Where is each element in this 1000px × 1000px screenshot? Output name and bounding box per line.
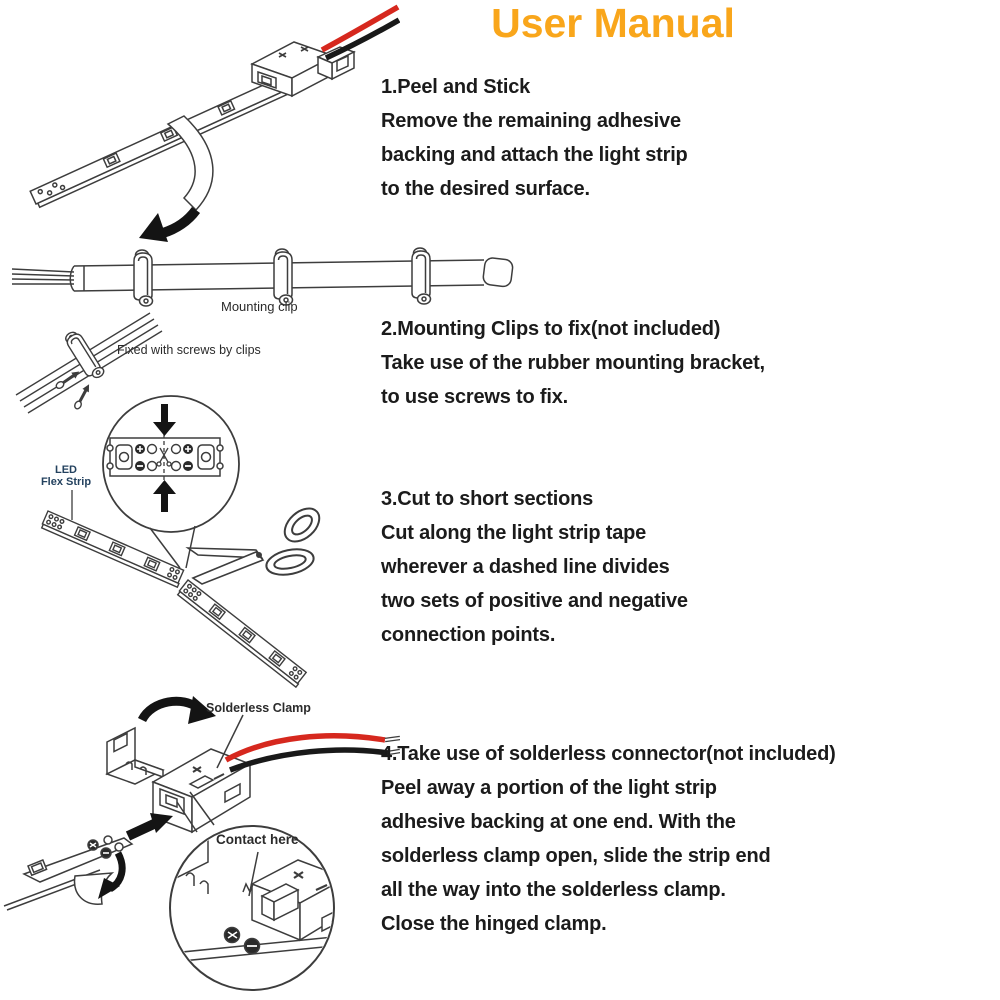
close-clamp-arrow-icon (142, 696, 216, 724)
text-line: to the desired surface. (381, 178, 590, 200)
strip-end-drawing (4, 836, 132, 910)
mounting-clip-icon (274, 249, 293, 305)
peel-arrow-icon (139, 210, 196, 242)
clamp-wires (226, 736, 400, 770)
strip-with-clips-drawing (12, 257, 513, 291)
section-2-heading: 2.Mounting Clips to fix(not included) (381, 318, 721, 340)
section-3-text (381, 482, 688, 652)
mounting-clip-label: Mounting clip (221, 299, 298, 314)
peel-and-stick-illustration (0, 0, 400, 250)
text-line: Peel away a portion of the light strip (381, 777, 717, 799)
text-line: wherever a dashed line divides (381, 556, 670, 578)
page-title: User Manual (491, 0, 735, 46)
mounting-clip-icon (412, 248, 431, 304)
section-2-text (381, 312, 765, 414)
solderless-connector-illustration (0, 692, 400, 1000)
text-line: Take use of the rubber mounting bracket, (381, 352, 765, 374)
led-flex-strip-label (34, 464, 98, 488)
mounting-clip-icon (134, 250, 153, 306)
light-strip-drawing (30, 70, 303, 208)
text-line: two sets of positive and negative (381, 590, 688, 612)
section-1-heading: 1.Peel and Stick (381, 76, 531, 98)
text-line: Close the hinged clamp. (381, 913, 607, 935)
text-line: Remove the remaining adhesive (381, 110, 681, 132)
text-line: adhesive backing at one end. With the (381, 811, 736, 833)
cut-point-magnifier (103, 396, 239, 568)
section-3-heading: 3.Cut to short sections (381, 488, 594, 510)
led-label-line1: LED (55, 464, 77, 476)
section-4-heading: 4.Take use of solderless connector(not included) (381, 743, 836, 765)
led-label-line2: Flex Strip (40, 476, 92, 488)
fixed-with-screws-label: Fixed with screws by clips (117, 343, 261, 357)
slide-in-arrow-icon (128, 813, 173, 836)
text-line: connection points. (381, 624, 556, 646)
text-line: all the way into the solderless clamp. (381, 879, 726, 901)
text-line: Cut along the light strip tape (381, 522, 647, 544)
cut-sections-illustration (30, 390, 380, 690)
strip-piece-drawing (177, 580, 307, 687)
text-line: to use screws to fix. (381, 386, 568, 408)
screw-icon (55, 370, 80, 390)
text-line: backing and attach the light strip (381, 144, 688, 166)
contact-magnifier (162, 792, 346, 990)
text-line: solderless clamp open, slide the strip end (381, 845, 771, 867)
contact-here-label: Contact here (216, 832, 299, 847)
section-1-text (381, 70, 688, 206)
hinged-lid-drawing (107, 728, 163, 784)
solderless-clamp-label: Solderless Clamp (206, 701, 311, 715)
section-4-text (381, 737, 836, 941)
